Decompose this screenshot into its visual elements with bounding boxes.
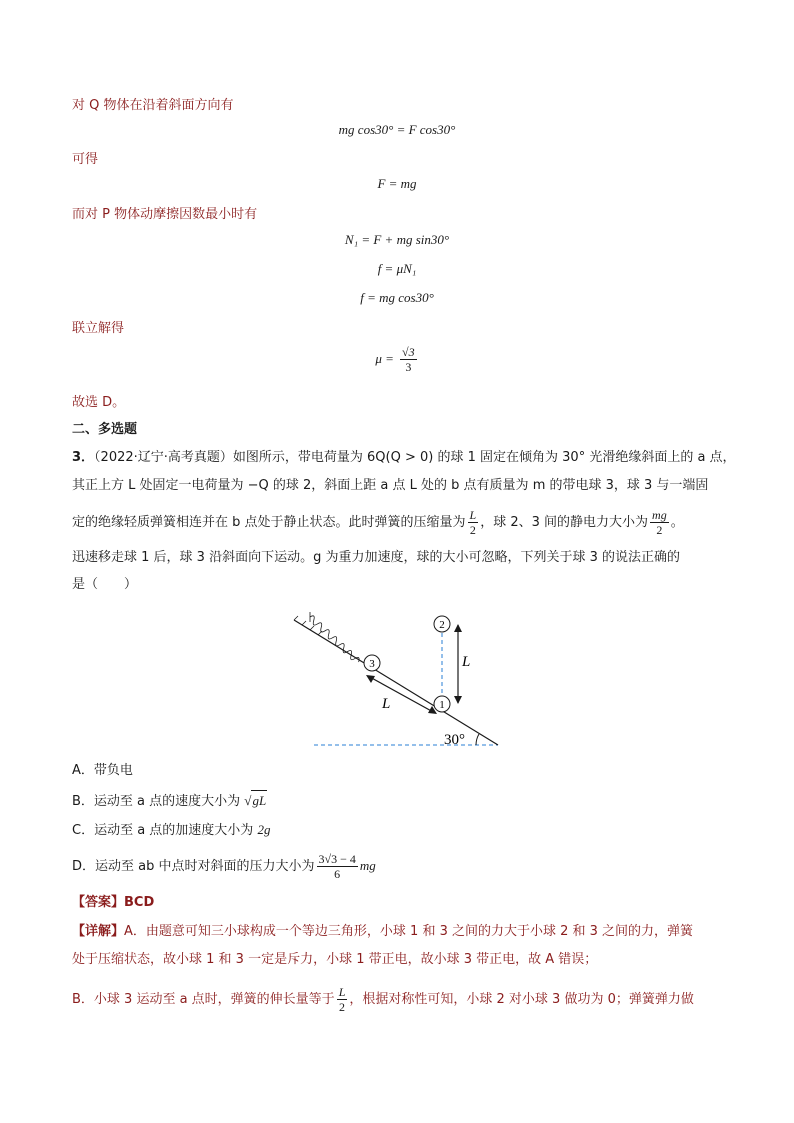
question-text-3b: ，球 2、3 间的静电力大小为 [480, 515, 649, 530]
equation-6-fraction [400, 345, 417, 374]
explanation-label: 【详解】 [72, 924, 125, 939]
explanation-text-3b: ，根据对称性可知，小球 2 对小球 3 做功为 0；弹簧弹力做 [349, 992, 694, 1007]
question-line-1 [72, 448, 736, 468]
incline-line [294, 620, 498, 745]
compression-denominator: 2 [469, 523, 476, 537]
vertical-arrow-head-top [454, 624, 462, 632]
option-d-denominator: 6 [334, 867, 341, 881]
explanation-text-3a: B．小球 3 运动至 a 点时，弹簧的伸长量等于 [72, 992, 335, 1007]
compression-fraction [468, 508, 479, 537]
option-b [72, 790, 736, 812]
option-a: A．带负电 [72, 763, 133, 778]
angle-arc [476, 734, 479, 745]
equation-6-numerator: √3 [402, 345, 415, 359]
incline-hatching [294, 616, 322, 635]
option-b-text: B．运动至 a 点的速度大小为 [72, 794, 241, 809]
compression-numerator: L [469, 508, 477, 522]
explanation-line-1 [72, 922, 736, 942]
question-source: （2022·辽宁·高考真题） [94, 450, 233, 465]
equation-6-denominator: 3 [405, 360, 412, 374]
option-d [72, 852, 736, 881]
explanation-fraction [337, 985, 348, 1014]
equation-6 [0, 345, 794, 374]
option-c-expr: 2g [257, 822, 271, 837]
vertical-arrow-head-bottom [454, 696, 462, 704]
force-numerator: mg [652, 508, 667, 522]
equation-4: f = μN₁ [377, 261, 417, 276]
option-d-numerator: 3√3 − 4 [318, 852, 356, 866]
option-c [72, 820, 736, 841]
equation-1: mg cos30° = F cos30° [338, 122, 456, 137]
option-d-tail: mg [359, 858, 376, 873]
question-text-1: 如图所示，带电荷量为 6Q(Q > 0) 的球 1 固定在倾角为 30° 光滑绝缘斜面上的 a 点， [232, 450, 736, 465]
physics-figure [280, 600, 520, 755]
question-line-2: 其正上方 L 处固定一电荷量为 −Q 的球 2，斜面上距 a 点 L 处的 b 点有质量为 m 的带电球 3，球 3 与一端固 [72, 478, 709, 493]
solution-text-q: 对 Q 物体在沿着斜面方向有 [72, 98, 234, 113]
explanation-text-1: A．由题意可知三小球构成一个等边三角形，小球 1 和 3 之间的力大于小球 2 和 3 之间的力，弹簧 [124, 924, 694, 939]
angle-label: 30° [444, 732, 465, 748]
option-b-expr: √gL [244, 793, 267, 808]
spring [302, 612, 367, 664]
question-number: 3． [72, 450, 95, 465]
option-d-fraction [317, 852, 358, 881]
answer [72, 893, 736, 913]
explanation-line-3 [72, 985, 736, 1014]
equation-6-left: μ = [375, 351, 394, 366]
question-text-3-end: 。 [670, 515, 684, 530]
force-fraction [650, 508, 669, 537]
solution-text-p: 而对 P 物体动摩擦因数最小时有 [72, 207, 258, 222]
ball-2-label: 2 [439, 619, 445, 631]
explanation-numerator: L [338, 985, 346, 999]
equation-5: f = mg cos30° [360, 290, 434, 305]
solution-text-kede: 可得 [72, 152, 99, 167]
question-line-3 [72, 508, 736, 537]
ball-1-label: 1 [439, 699, 445, 711]
slope-L-label: L [382, 696, 391, 712]
solution-text-lianli: 联立解得 [72, 321, 125, 336]
slope-L-arrow [368, 676, 435, 713]
explanation-line-2: 处于压缩状态，故小球 1 和 3 一定是斥力，小球 1 带正电，故小球 3 带正电，故 A 错误； [72, 952, 598, 967]
question-text-3a: 定的绝缘轻质弹簧相连并在 b 点处于静止状态。此时弹簧的压缩量为 [72, 515, 466, 530]
equation-3: N₁ = F + mg sin30° [344, 232, 450, 247]
answer-value: BCD [124, 895, 155, 910]
vertical-L-label: L [462, 654, 471, 670]
option-d-text: D．运动至 ab 中点时对斜面的压力大小为 [72, 859, 315, 874]
answer-label: 【答案】 [72, 895, 125, 910]
option-b-radicand: gL [251, 790, 267, 811]
question-line-5: 是（ ） [72, 577, 138, 592]
section-title: 二、多选题 [72, 422, 138, 437]
force-denominator: 2 [656, 523, 663, 537]
solution-choose: 故选 D。 [72, 395, 126, 410]
option-c-text: C．运动至 a 点的加速度大小为 [72, 823, 254, 838]
question-line-4: 迅速移走球 1 后，球 3 沿斜面向下运动。g 为重力加速度，球的大小可忽略，下列关于球 3 的说法正确的 [72, 550, 680, 565]
ball-3-label: 3 [369, 658, 375, 670]
equation-2: F = mg [377, 176, 417, 191]
explanation-denominator: 2 [339, 1000, 346, 1014]
